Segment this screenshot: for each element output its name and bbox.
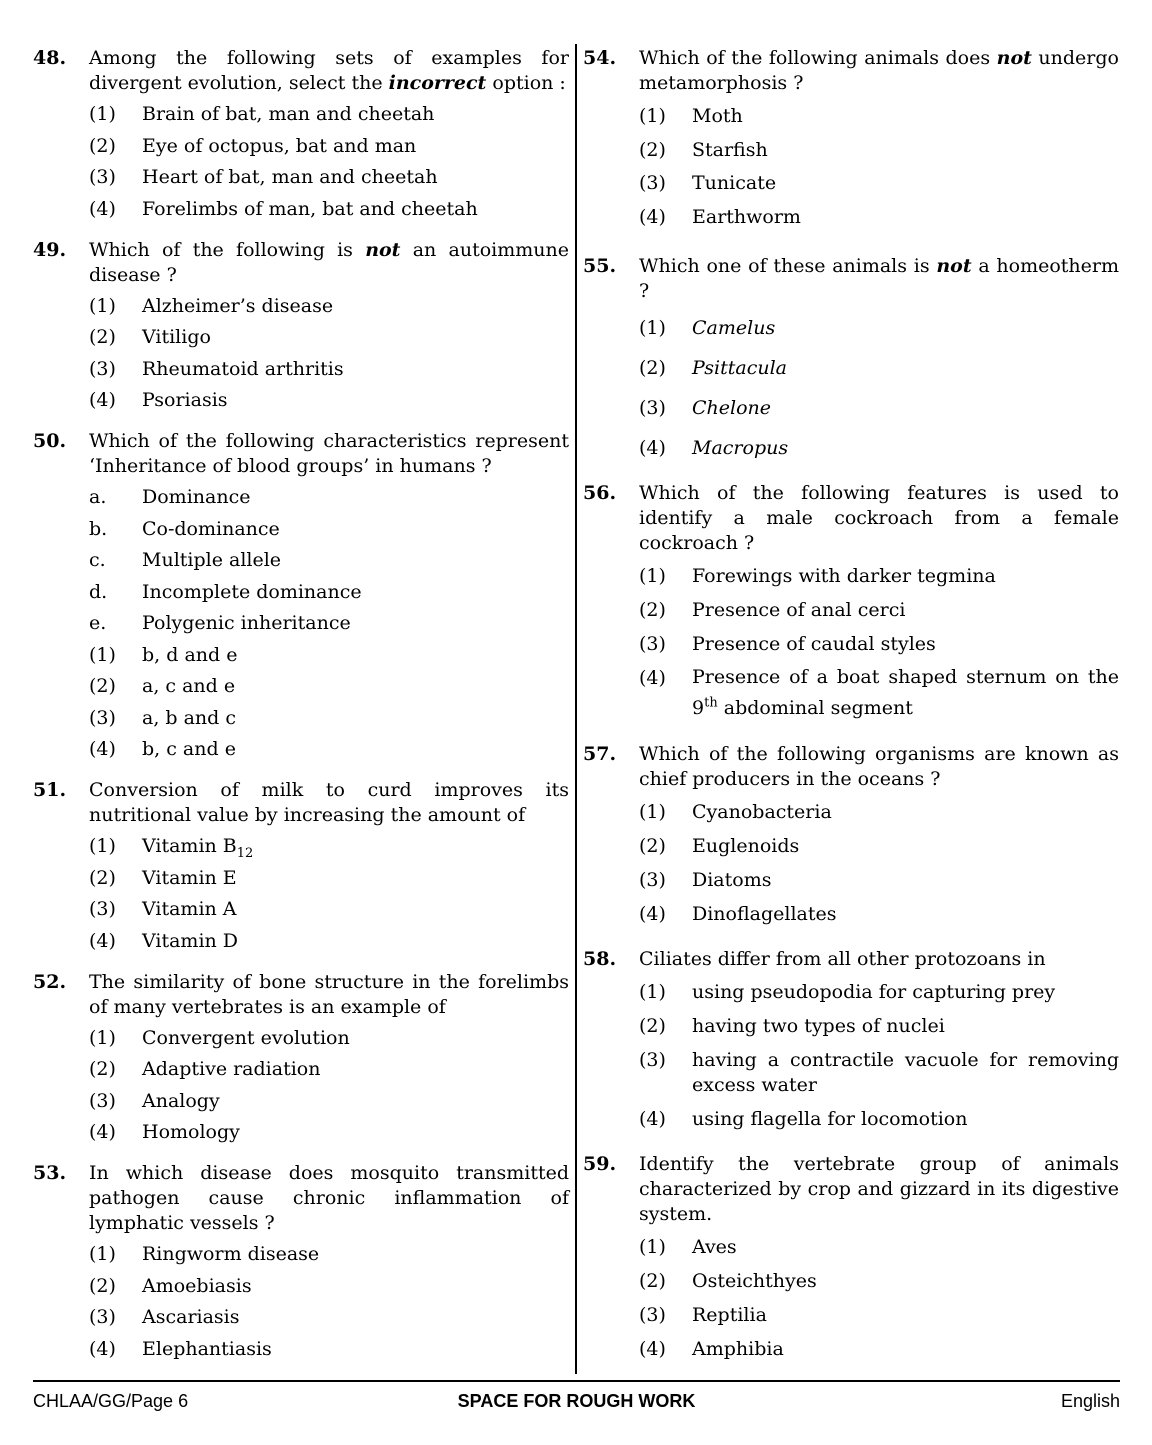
question-text: Which one of these animals is not a homeotherm ?	[639, 254, 1119, 302]
option: (3) Vitamin A	[89, 898, 237, 920]
question-text: Conversion of milk to curd improves its nutritional value by increasing the amount of	[89, 779, 569, 826]
question-53	[33, 1161, 569, 1362]
question-number: 57.	[583, 742, 617, 765]
footer-divider	[33, 1380, 1120, 1382]
question-text: Which of the following organisms are known as chief producers in the oceans ?	[639, 742, 1119, 790]
question-number: 52.	[33, 970, 67, 993]
right-column	[583, 46, 1119, 1378]
option: (4) Macropus	[639, 436, 789, 459]
question-57	[583, 742, 1119, 927]
rough-work-label: SPACE FOR ROUGH WORK	[457, 1391, 696, 1411]
option: (2) Vitiligo	[89, 326, 211, 348]
question-59	[583, 1152, 1119, 1362]
question-text: The similarity of bone structure in the forelimbs of many vertebrates is an example of	[89, 970, 569, 1018]
option: (4) Amphibia	[639, 1337, 784, 1360]
option: (2) a, c and e	[89, 675, 236, 697]
question-text: In which disease does mosquito transmitted pathogen cause chronic inflammation of lymphatic vessels ?	[89, 1162, 569, 1234]
option: (3) having a contractile vacuole for removing excess water	[639, 1048, 1119, 1096]
left-column	[33, 46, 569, 1378]
option: (3) Heart of bat, man and cheetah	[89, 166, 438, 188]
question-50	[33, 429, 569, 762]
option: (1) b, d and e	[89, 643, 238, 666]
option: (4) Presence of a boat shaped sternum on the 9th abdominal segment	[639, 665, 1119, 719]
question-number: 59.	[583, 1152, 617, 1175]
question-51	[33, 778, 569, 954]
option: (2) having two types of nuclei	[639, 1014, 945, 1037]
option: (3) Tunicate	[639, 172, 777, 194]
option: (4) Forelimbs of man, bat and cheetah	[89, 197, 478, 220]
question-number: 50.	[33, 430, 67, 452]
option: (1) Forewings with darker tegmina	[639, 564, 996, 587]
option: (1) Alzheimer’s disease	[89, 294, 334, 317]
statement-item: b. Co-dominance	[89, 517, 280, 540]
option: (2) Adaptive radiation	[89, 1058, 321, 1080]
option: (3) Rheumatoid arthritis	[89, 357, 344, 380]
question-number: 55.	[583, 254, 617, 277]
question-54	[583, 46, 1119, 230]
option: (4) Dinoflagellates	[639, 902, 837, 925]
statement-item: d. Incomplete dominance	[89, 580, 362, 603]
option: (4) Vitamin D	[89, 929, 239, 952]
language-label: English	[1060, 1391, 1120, 1411]
option: (4) Homology	[89, 1121, 240, 1143]
option: (2) Eye of octopus, bat and man	[89, 134, 417, 157]
question-48	[33, 46, 569, 222]
option: (2) Starfish	[639, 138, 768, 161]
option: (4) Psoriasis	[89, 389, 228, 411]
option: (4) Earthworm	[639, 205, 801, 228]
option: (1) Brain of bat, man and cheetah	[89, 103, 435, 125]
option: (2) Osteichthyes	[639, 1269, 817, 1292]
option: (2) Amoebiasis	[89, 1274, 252, 1297]
question-55	[583, 254, 1119, 461]
option: (3) Chelone	[639, 396, 772, 419]
question-text: Ciliates differ from all other protozoans in	[639, 947, 1046, 970]
option: (1) Moth	[639, 105, 743, 127]
question-number: 58.	[583, 947, 617, 970]
option: (4) Elephantiasis	[89, 1337, 272, 1360]
question-text: Among the following sets of examples for divergent evolution, select the incorrect option :	[89, 47, 569, 94]
column-divider	[575, 44, 577, 1374]
question-number: 48.	[33, 47, 67, 69]
option: (3) a, b and c	[89, 706, 237, 729]
option: (3) Reptilia	[639, 1303, 767, 1326]
question-56	[583, 481, 1119, 724]
option: (1) Ringworm disease	[89, 1243, 320, 1265]
option: (3) Presence of caudal styles	[639, 632, 936, 655]
question-number: 56.	[583, 481, 617, 504]
question-number: 49.	[33, 238, 67, 261]
question-58	[583, 947, 1119, 1132]
statement-item: a. Dominance	[89, 486, 251, 508]
option: (3) Analogy	[89, 1089, 220, 1112]
option: (1) Vitamin $B_{12}$	[89, 835, 254, 861]
option: (1) Aves	[639, 1235, 737, 1258]
option: (1) using pseudopodia for capturing prey	[639, 980, 1056, 1003]
statement-item: e. Polygenic inheritance	[89, 612, 351, 634]
option: (2) Presence of anal cerci	[639, 598, 906, 621]
option: (1) Convergent evolution	[89, 1026, 350, 1049]
option: (2) Vitamin E	[89, 866, 237, 889]
question-49	[33, 238, 569, 414]
question-text: Identify the vertebrate group of animals characterized by crop and gizzard in its digestive system.	[639, 1152, 1119, 1225]
question-text: Which of the following is not an autoimmune disease ?	[89, 238, 569, 286]
option: (1) Camelus	[639, 316, 776, 339]
option: (2) Psittacula	[639, 356, 787, 379]
page-code: CHLAA/GG/Page 6	[33, 1391, 189, 1411]
question-text: Which of the following features is used to identify a male cockroach from a female cockroach ?	[639, 481, 1119, 554]
question-number: 54.	[583, 47, 617, 69]
question-52	[33, 970, 569, 1146]
question-text: Which of the following characteristics represent ‘Inheritance of blood groups’ in humans ?	[89, 430, 569, 477]
question-number: 51.	[33, 779, 67, 801]
option: (2) Euglenoids	[639, 834, 800, 857]
question-text: Which of the following animals does not undergo metamorphosis ?	[639, 47, 1119, 94]
option: (1) Cyanobacteria	[639, 800, 832, 823]
question-number: 53.	[33, 1162, 67, 1184]
option: (3) Ascariasis	[89, 1306, 240, 1328]
option: (4) using flagella for locomotion	[639, 1107, 968, 1130]
option: (3) Diatoms	[639, 868, 772, 891]
statement-item: c. Multiple allele	[89, 549, 282, 571]
option: (4) b, c and e	[89, 738, 236, 760]
